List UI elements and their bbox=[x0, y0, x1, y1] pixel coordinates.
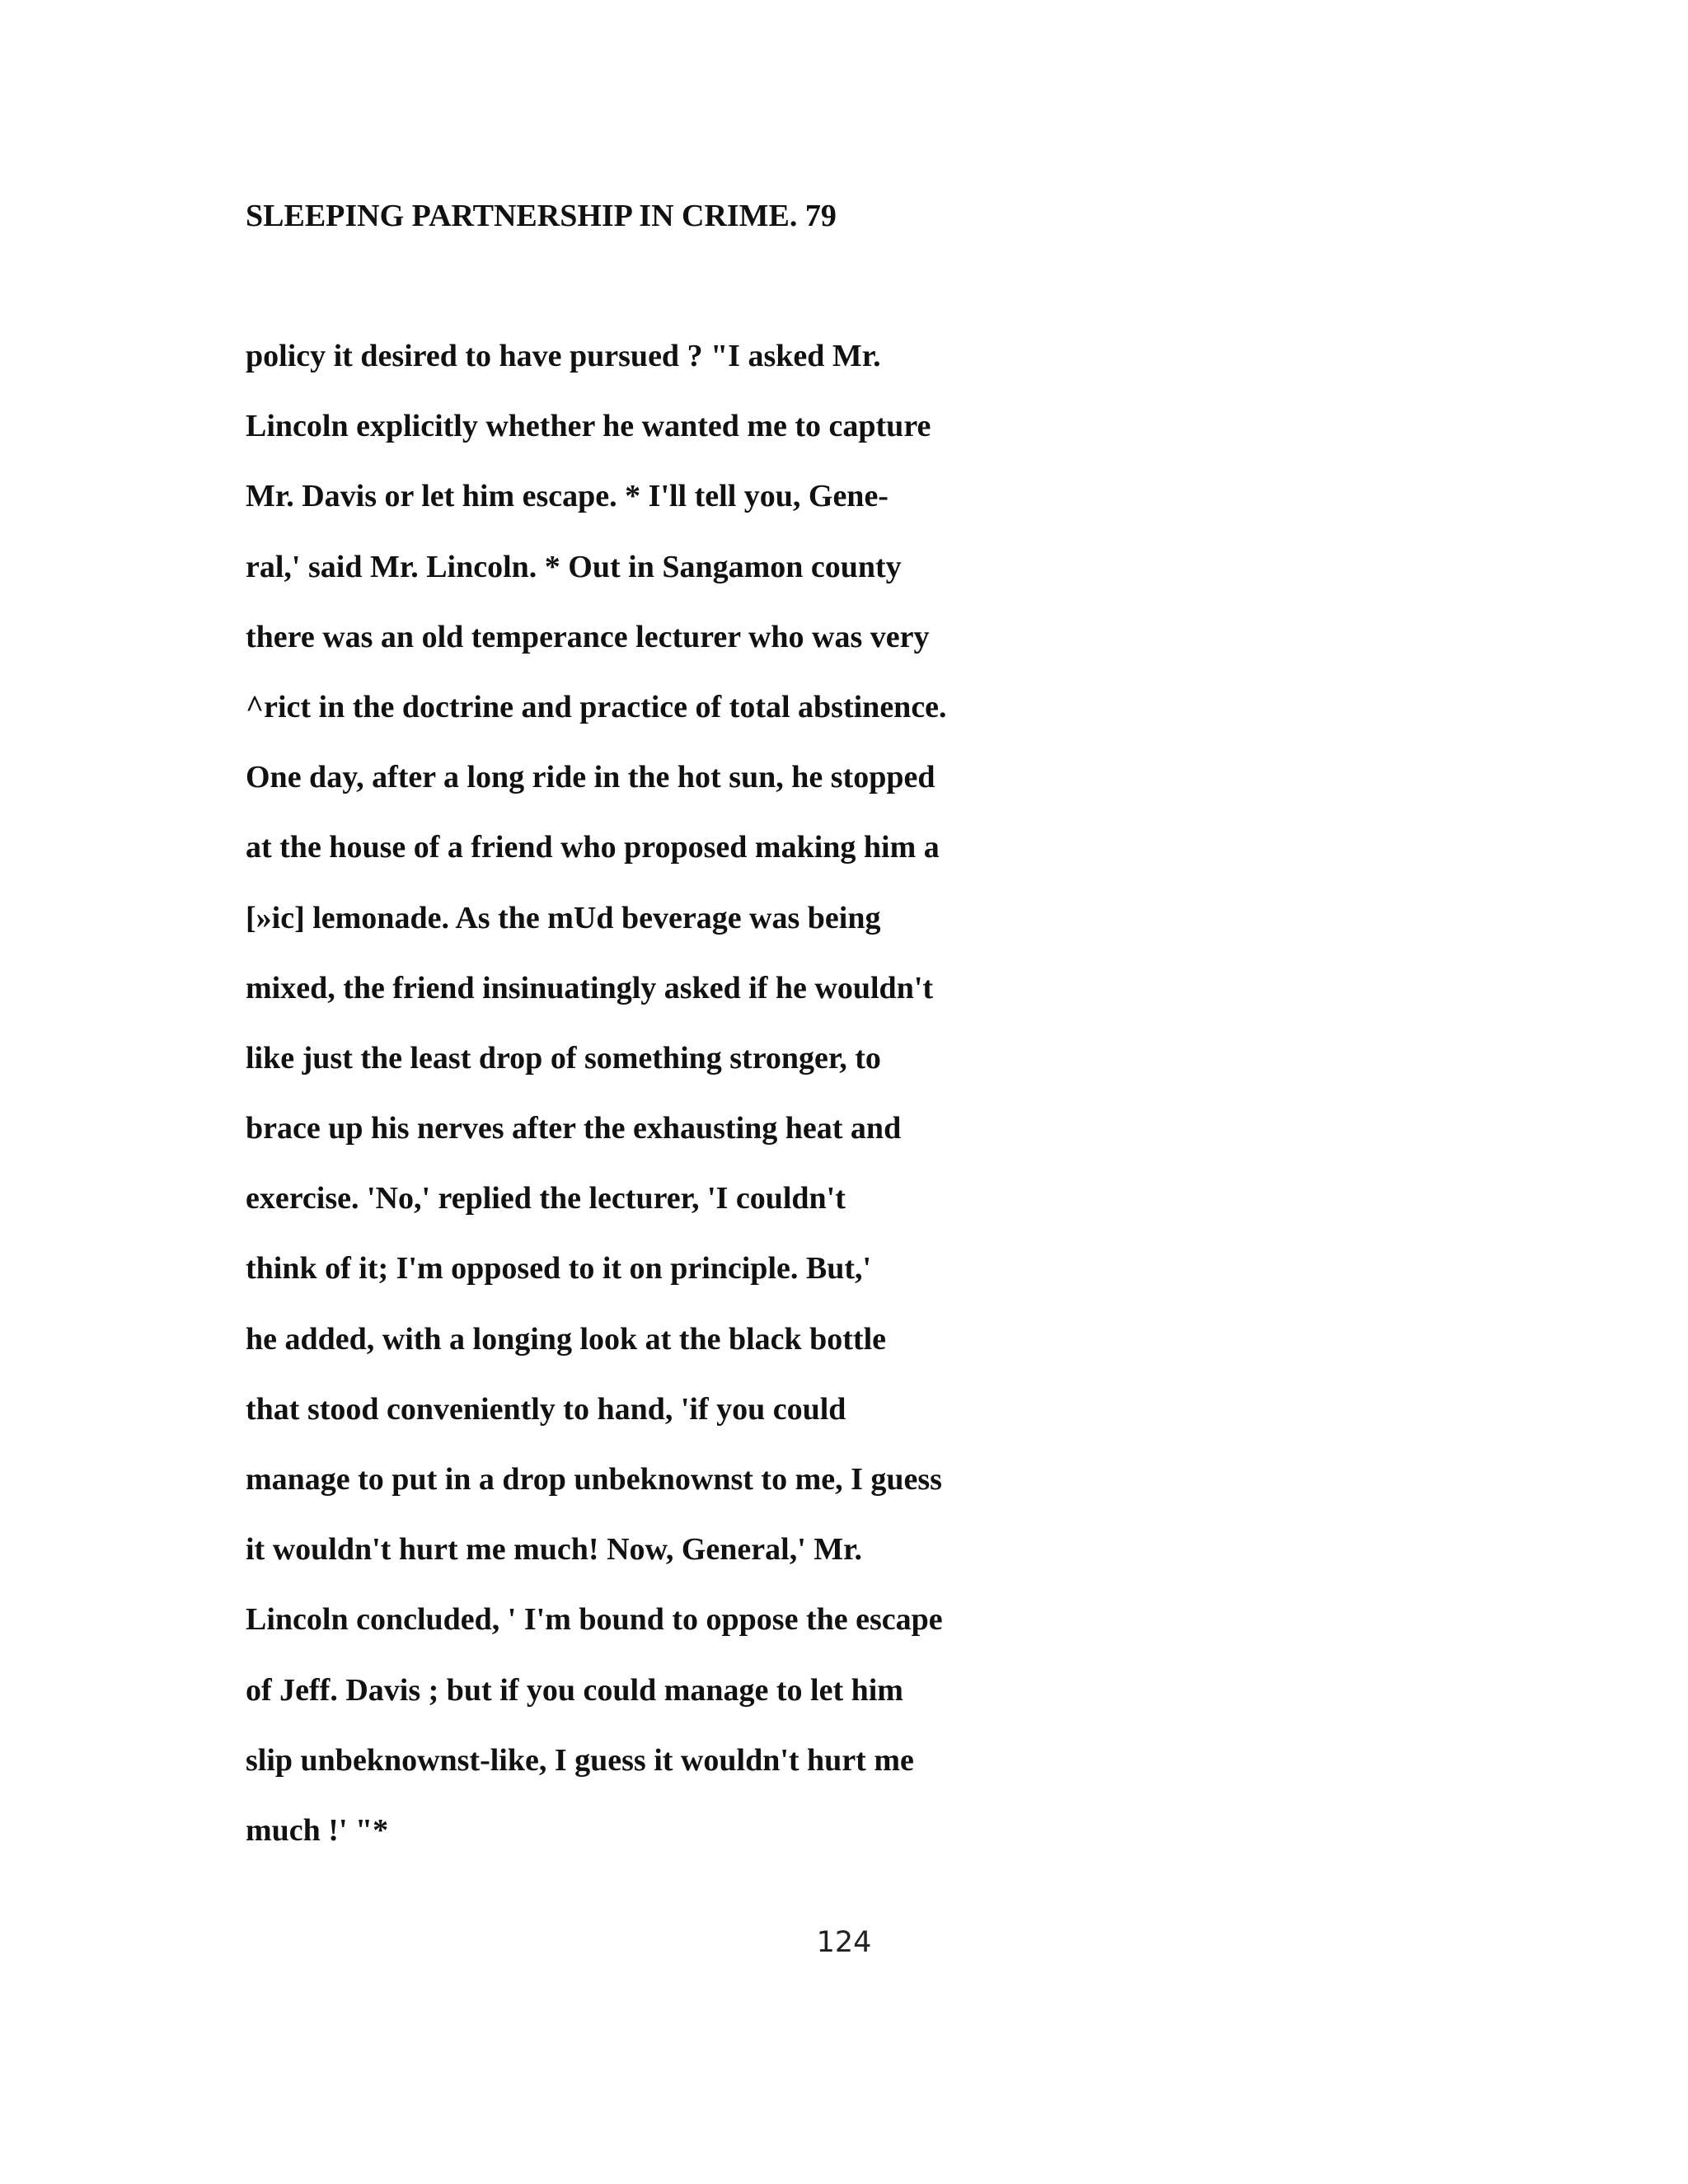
text-line: it wouldn't hurt me much! Now, General,' Mr. bbox=[246, 1532, 863, 1568]
text-line: he added, with a longing look at the black bottle bbox=[246, 1321, 886, 1357]
running-header: SLEEPING PARTNERSHIP IN CRIME. 79 bbox=[246, 199, 837, 233]
text-line: slip unbeknownst-like, I guess it wouldn't hurt me bbox=[246, 1742, 914, 1778]
text-line: ^rict in the doctrine and practice of total abstinence. bbox=[246, 689, 947, 724]
text-line: mixed, the friend insinuatingly asked if he wouldn't bbox=[246, 970, 934, 1005]
text-line: of Jeff. Davis ; but if you could manage to let him bbox=[246, 1672, 903, 1708]
text-line: One day, after a long ride in the hot sun, he stopped bbox=[246, 760, 935, 795]
text-line: Lincoln concluded, ' I'm bound to oppose the escape bbox=[246, 1602, 943, 1638]
body-text bbox=[246, 335, 947, 1879]
text-line: manage to put in a drop unbeknownst to me, I guess bbox=[246, 1462, 942, 1497]
text-line: brace up his nerves after the exhausting heat and bbox=[246, 1111, 902, 1146]
text-line: [»ic] lemonade. As the mUd beverage was being bbox=[246, 900, 881, 935]
text-line: at the house of a friend who proposed making him a bbox=[246, 830, 940, 865]
text-line: much !' "* bbox=[246, 1812, 389, 1848]
page-number: 124 bbox=[816, 1926, 872, 1959]
text-line: Lincoln explicitly whether he wanted me to capture bbox=[246, 409, 931, 444]
text-line: policy it desired to have pursued ? "I asked Mr. bbox=[246, 339, 881, 373]
text-line: exercise. 'No,' replied the lecturer, 'I couldn't bbox=[246, 1181, 846, 1216]
text-line: Mr. Davis or let him escape. * I'll tell you, Gene- bbox=[246, 479, 889, 514]
text-line: like just the least drop of something stronger, to bbox=[246, 1040, 881, 1076]
text-line: ral,' said Mr. Lincoln. * Out in Sangamon county bbox=[246, 549, 902, 584]
text-line: think of it; I'm opposed to it on principle. But,' bbox=[246, 1251, 872, 1286]
text-line: that stood conveniently to hand, 'if you could bbox=[246, 1391, 846, 1427]
text-line: there was an old temperance lecturer who was very bbox=[246, 619, 930, 654]
